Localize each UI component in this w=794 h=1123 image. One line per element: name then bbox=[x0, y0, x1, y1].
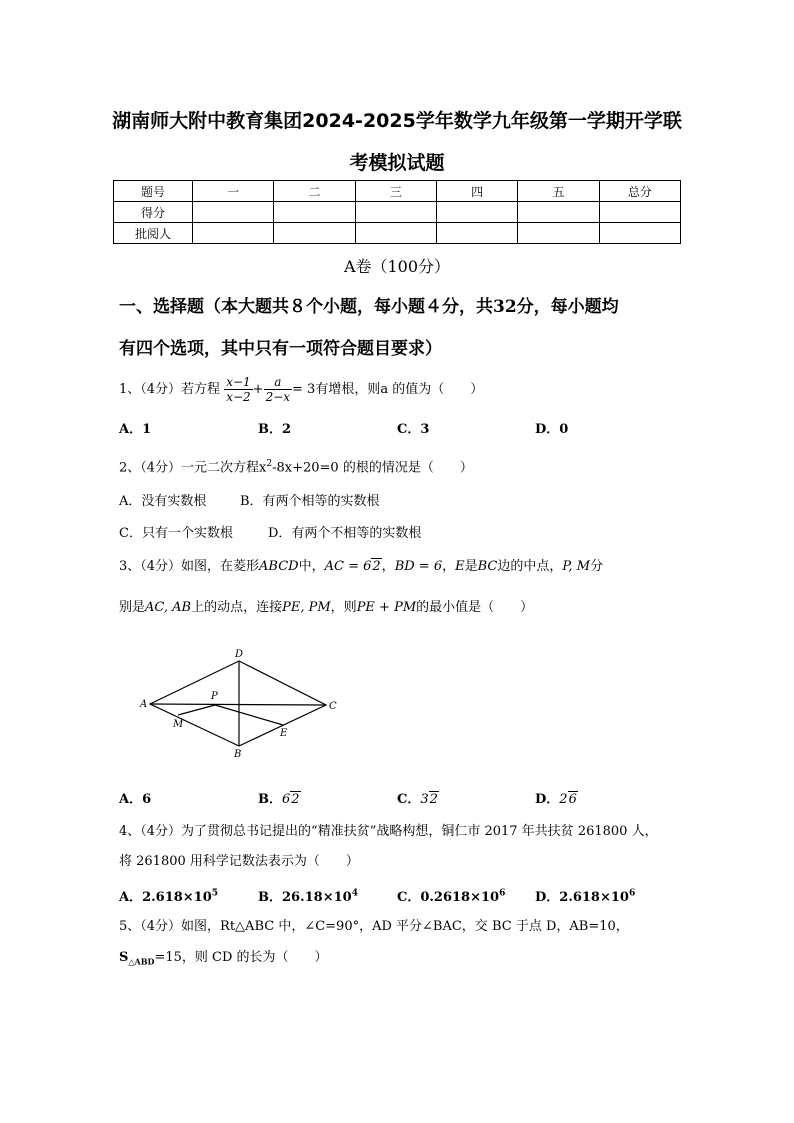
score-table-row bbox=[114, 202, 681, 223]
q1-plus: + bbox=[252, 382, 264, 397]
q3-text: 边的中点， bbox=[497, 559, 563, 574]
score-table-header: 题号 bbox=[114, 181, 193, 202]
question-1 bbox=[119, 372, 689, 408]
q3-text: 是 bbox=[464, 559, 478, 574]
score-cell bbox=[518, 202, 599, 223]
score-table-header: 五 bbox=[518, 181, 599, 202]
question-5-line1: 5、（4分）如图，Rt△ABC 中，∠C=90°，AD 平分∠BAC，交 BC 于点 D，AB=10， bbox=[119, 919, 629, 934]
q3-option-d-radicand: 6 bbox=[568, 792, 577, 807]
q2-option-d[interactable]: D．有两个不相等的实数根 bbox=[268, 526, 422, 541]
q2-suffix: -8x+20=0 的根的情况是（ ） bbox=[272, 460, 473, 476]
q4-option-d-base: D．2.618×10 bbox=[535, 890, 629, 905]
q3-points-pm: P, M bbox=[562, 559, 591, 574]
q3-text: ， bbox=[442, 559, 456, 574]
label-b: B bbox=[234, 749, 242, 760]
label-p: P bbox=[211, 691, 218, 702]
segment-pm bbox=[178, 705, 215, 715]
score-cell bbox=[193, 202, 274, 223]
rhombus-outline bbox=[150, 661, 326, 746]
q3-option-b-radicand: 2 bbox=[291, 792, 300, 807]
q2-option-b[interactable]: B．有两个相等的实数根 bbox=[240, 494, 380, 509]
score-row-label: 得分 bbox=[114, 202, 193, 223]
q4-option-a[interactable] bbox=[119, 886, 218, 905]
q3-sides: AC, AB bbox=[145, 600, 192, 615]
score-cell bbox=[193, 223, 274, 244]
score-cell bbox=[274, 223, 355, 244]
q3-point-e: E bbox=[455, 559, 465, 574]
q3-option-b-coef: 6 bbox=[282, 792, 291, 807]
q2-option-c[interactable]: C．只有一个实数根 bbox=[119, 526, 233, 541]
q5-area-subscript: △ABD bbox=[128, 956, 155, 967]
q2-option-a[interactable]: A．没有实数根 bbox=[119, 494, 207, 509]
question-5-line2 bbox=[119, 948, 689, 972]
q1-fraction-1 bbox=[224, 375, 252, 404]
q1-equals: = 3 bbox=[292, 382, 316, 397]
score-cell bbox=[274, 202, 355, 223]
score-cell bbox=[355, 223, 436, 244]
q3-option-a[interactable]: A．6 bbox=[119, 792, 152, 807]
q3-sum-expr: PE + PM bbox=[356, 600, 417, 615]
q3-option-c-coef: 3 bbox=[420, 792, 429, 807]
question-4-line1: 4、（4分）为了贯彻总书记提出的“精准扶贫”战略构想，铜仁市 2017 年共扶贫 261800 人， bbox=[119, 824, 658, 839]
q3-text: 中， bbox=[298, 559, 325, 574]
q1-frac2-numerator: a bbox=[264, 375, 292, 390]
q1-frac2-denominator: 2−x bbox=[265, 390, 291, 404]
q4-option-b-exp: 4 bbox=[351, 888, 358, 899]
q3-option-b-label: B． bbox=[258, 792, 282, 807]
q3-side-bc: BC bbox=[477, 559, 498, 574]
score-cell bbox=[599, 202, 680, 223]
question-3-line1 bbox=[119, 557, 689, 577]
diagonal-ac bbox=[150, 704, 326, 705]
q1-option-a[interactable]: A．1 bbox=[119, 422, 152, 437]
q1-option-c[interactable]: C．3 bbox=[397, 422, 430, 437]
q4-option-c[interactable] bbox=[397, 886, 505, 905]
q3-option-d-coef: 2 bbox=[559, 792, 568, 807]
q3-text: 上的动点，连接 bbox=[191, 600, 283, 615]
section1-heading-line1: 一、选择题（本大题共８个小题，每小题４分，共32分，每小题均 bbox=[119, 297, 619, 317]
q3-rhombus-name: ABCD bbox=[259, 559, 299, 574]
q4-option-c-exp: 6 bbox=[499, 888, 506, 899]
score-table bbox=[113, 180, 681, 244]
label-d: D bbox=[235, 649, 244, 660]
q3-text: ， bbox=[381, 559, 395, 574]
q2-exponent: 2 bbox=[266, 459, 273, 469]
q2-prefix: 2、（4分）一元二次方程x bbox=[119, 460, 267, 476]
q1-fraction-2 bbox=[264, 375, 292, 404]
score-table-header-row bbox=[114, 181, 681, 202]
q5-area-symbol: S bbox=[119, 950, 129, 965]
rhombus-figure bbox=[136, 645, 346, 765]
q3-text: 3、（4分）如图，在菱形 bbox=[119, 559, 260, 574]
q1-suffix: 有增根，则a 的值为（ ） bbox=[315, 382, 484, 397]
q4-option-a-exp: 5 bbox=[211, 888, 219, 899]
score-table-header: 总分 bbox=[599, 181, 680, 202]
q3-text: 分 bbox=[590, 559, 604, 574]
score-cell bbox=[436, 202, 517, 223]
question-3-line2 bbox=[119, 598, 689, 618]
q1-frac1-denominator: x−2 bbox=[226, 390, 251, 404]
q1-frac1-numerator: x−1 bbox=[226, 375, 251, 389]
score-cell bbox=[355, 202, 436, 223]
q4-option-d[interactable] bbox=[535, 886, 635, 905]
volume-a-heading: A卷（100分） bbox=[343, 257, 451, 276]
q3-sqrt2: 2 bbox=[372, 559, 381, 574]
q3-segments: PE, PM bbox=[282, 600, 331, 615]
score-cell bbox=[436, 223, 517, 244]
question-2 bbox=[119, 454, 689, 478]
q1-option-b[interactable]: B．2 bbox=[258, 422, 292, 437]
label-e: E bbox=[280, 728, 288, 739]
q3-text: 的最小值是（ ） bbox=[416, 600, 534, 615]
q3-ac-expr: AC = 6 bbox=[324, 559, 372, 574]
q3-option-d[interactable] bbox=[535, 788, 578, 807]
q3-option-b[interactable] bbox=[258, 788, 301, 807]
question-4-line2: 将 261800 用科学记数法表示为（ ） bbox=[119, 854, 359, 869]
score-table-row bbox=[114, 223, 681, 244]
q5-line2-text: =15，则 CD 的长为（ ） bbox=[154, 950, 328, 965]
label-m: M bbox=[173, 719, 184, 730]
q3-text: ，则 bbox=[330, 600, 357, 615]
score-table-header: 一 bbox=[193, 181, 274, 202]
q1-option-d[interactable]: D．0 bbox=[535, 422, 569, 437]
q4-option-b[interactable] bbox=[258, 886, 358, 905]
label-a: A bbox=[140, 699, 148, 710]
q4-option-c-base: C．0.2618×10 bbox=[397, 890, 500, 905]
score-table-header: 二 bbox=[274, 181, 355, 202]
q3-option-c[interactable] bbox=[397, 788, 439, 807]
q4-option-a-base: A．2.618×10 bbox=[119, 890, 212, 905]
q3-bd-expr: BD = 6 bbox=[394, 559, 443, 574]
q3-option-c-label: C． bbox=[397, 792, 421, 807]
q4-option-d-exp: 6 bbox=[628, 888, 636, 899]
section1-heading-line2: 有四个选项，其中只有一项符合题目要求） bbox=[119, 339, 442, 359]
score-cell bbox=[518, 223, 599, 244]
q4-option-b-base: B．26.18×10 bbox=[258, 890, 352, 905]
exam-title-line2: 考模拟试题 bbox=[349, 152, 445, 174]
exam-title-line1: 湖南师大附中教育集团2024-2025学年数学九年级第一学期开学联 bbox=[112, 110, 682, 132]
q3-option-d-label: D． bbox=[535, 792, 560, 807]
score-table-header: 三 bbox=[355, 181, 436, 202]
label-c: C bbox=[329, 701, 337, 712]
q3-option-c-radicand: 2 bbox=[429, 792, 438, 807]
score-row-label: 批阅人 bbox=[114, 223, 193, 244]
q3-text: 别是 bbox=[119, 600, 146, 615]
score-cell bbox=[599, 223, 680, 244]
segment-pe bbox=[215, 705, 283, 725]
q1-prefix: 1、（4分）若方程 bbox=[119, 382, 221, 397]
score-table-header: 四 bbox=[436, 181, 517, 202]
